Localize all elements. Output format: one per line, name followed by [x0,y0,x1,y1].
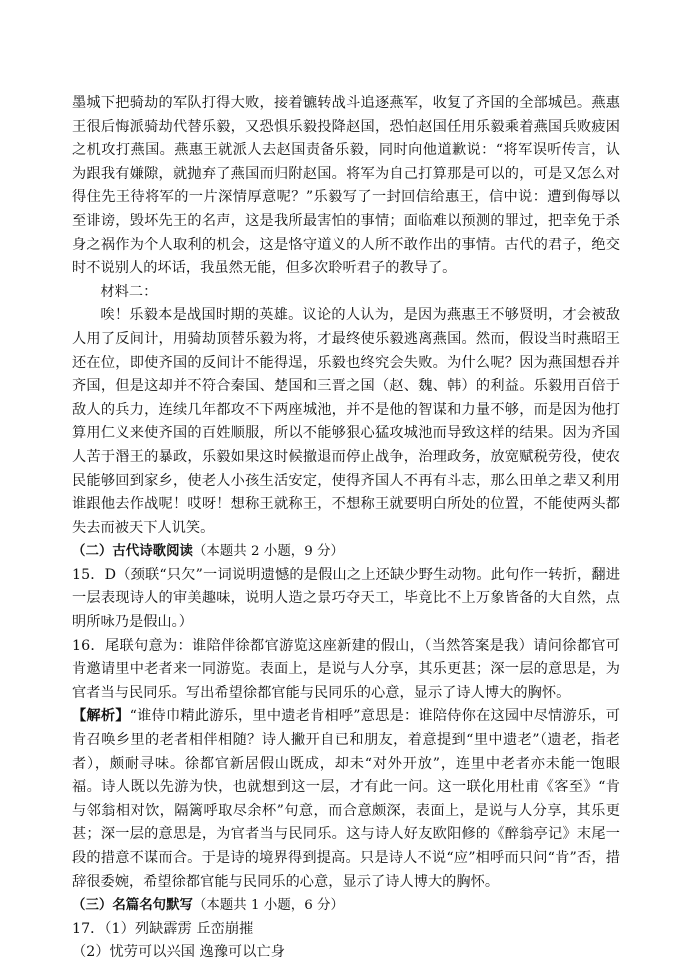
section-heading-famous-lines [72,894,620,918]
section-note: （本题共 1 小题，6 分） [192,898,344,914]
material-two-paragraph: 唉！乐毅本是战国时期的英雄。议论的人认为，是因为燕惠王不够贤明，才会被敌人用了反间计，用骑劫顶替乐毅为将，才最终使乐毅逃离燕国。然而，假设当时燕昭王还在位，即使齐国的反间计不能得逞，乐毅也终究会失败。为什么呢？因为燕国想吞并齐国，但是这却并不符合秦国、楚国和三晋之国（赵、魏、韩）的利益。乐毅用百倍于敌人的兵力，连续几年都攻不下两座城池，并不是他的智谋和力量不够，而是因为他打算用仁义来使齐国的百姓顺服，所以不能够狠心猛攻城池而导致这样的结果。因为齐国人苦于湣王的暴政，乐毅如果这时候撤退而停止战争，治理政务，放宽赋税劳役，使农民能够回到家乡，使老人小孩生活安定，使得齐国人不再有斗志，那么田单之辈又利用谁跟他去作战呢！哎呀！想称王就称王，不想称王就要明白所处的位置，不能使两头都失去而被天下人讥笑。 [72,307,620,536]
material-two-label: 材料二： [100,283,158,300]
section-heading-ancient-poetry [72,540,620,564]
document-page [72,92,620,965]
analysis-paragraph [72,705,620,894]
answer-16: 16．尾联句意为：谁陪伴徐都官游览这座新建的假山，（当然答案是我）请问徐都官可肯邀请里中老者来一同游览。表面上，是说与人分享，其乐更甚；深一层的意思是，为官者当与民同乐。写出希望徐都官能与民同乐的心意，显示了诗人博大的胸怀。 [72,637,620,701]
section-note: （本题共 2 小题，9 分） [192,544,344,560]
answer-17-part-1: 17．（1）列缺霹雳 丘峦崩摧 [72,920,254,937]
answer-15: 15．D（颈联“只欠”一词说明遗憾的是假山之上还缺少野生动物。此句作一转折，翻进一层表现诗人的审美趣味，说明人造之景巧夺天工，毕竟比不上万象皆备的大自然，点明所咏乃是假山。） [72,566,620,631]
material-one-paragraph: 墨城下把骑劫的军队打得大败，接着镳转战斗追逐燕军，收复了齐国的全部城邑。燕惠王很后悔派骑劫代替乐毅，又恐惧乐毅投降赵国，恐怕赵国任用乐毅乘着燕国兵败疲困之机攻打燕国。燕惠王就派人去赵国责备乐毅，同时向他道歉说：“将军误听传言，认为跟我有嫌隙，就抛弃了燕国而归附赵国。将军为自己打算那是可以的，可是又怎么对得住先王待将军的一片深情厚意呢？”乐毅写了一封回信给惠王，信中说：遭到侮辱以至诽谤，毁坏先王的名声，这是我所最害怕的事情；面临难以预测的罪过，把幸免于杀身之祸作为个人取利的机会，这是恪守道义的人所不敢作出的事情。古代的君子，绝交时不说别人的坏话，我虽然无能，但多次聆听君子的教导了。 [72,95,620,277]
answer-17-part-2: （2）忧劳可以兴国 逸豫可以亡身 [72,944,285,961]
section-title: （三）名篇名句默写 [72,898,193,914]
analysis-tag: 【解析】 [72,708,130,725]
section-title: （二）古代诗歌阅读 [72,544,193,560]
analysis-text: “谁侍巾精此游乐，里中遗老肯相呼”意思是：谁陪侍你在这园中尽情游乐，可肯召唤乡里的老者相伴相随？诗人撇开自已和朋友，着意提到“里中遗老”（遗老，指老者），颇耐寻味。徐都官新居假山既成，却未“对外开放”，连里中老者亦未能一饱眼福。诗人既以先游为快，也就想到这一层，才有此一问。这一联化用杜甫《客至》“肯与邻翁相对饮，隔篱呼取尽余杯”句意，而合意颇深，表面上，是说与人分享，其乐更甚；深一层的意思是，为官者当与民同乐。这与诗人好友欧阳修的《醉翁亭记》末尾一段的措意不谋而合。于是诗的境界得到提高。只是诗人不说“应”相呼而只问“肯”否，措辞很委婉，希望徐都官能与民同乐的心意，显示了诗人博大的胸怀。 [72,708,621,890]
